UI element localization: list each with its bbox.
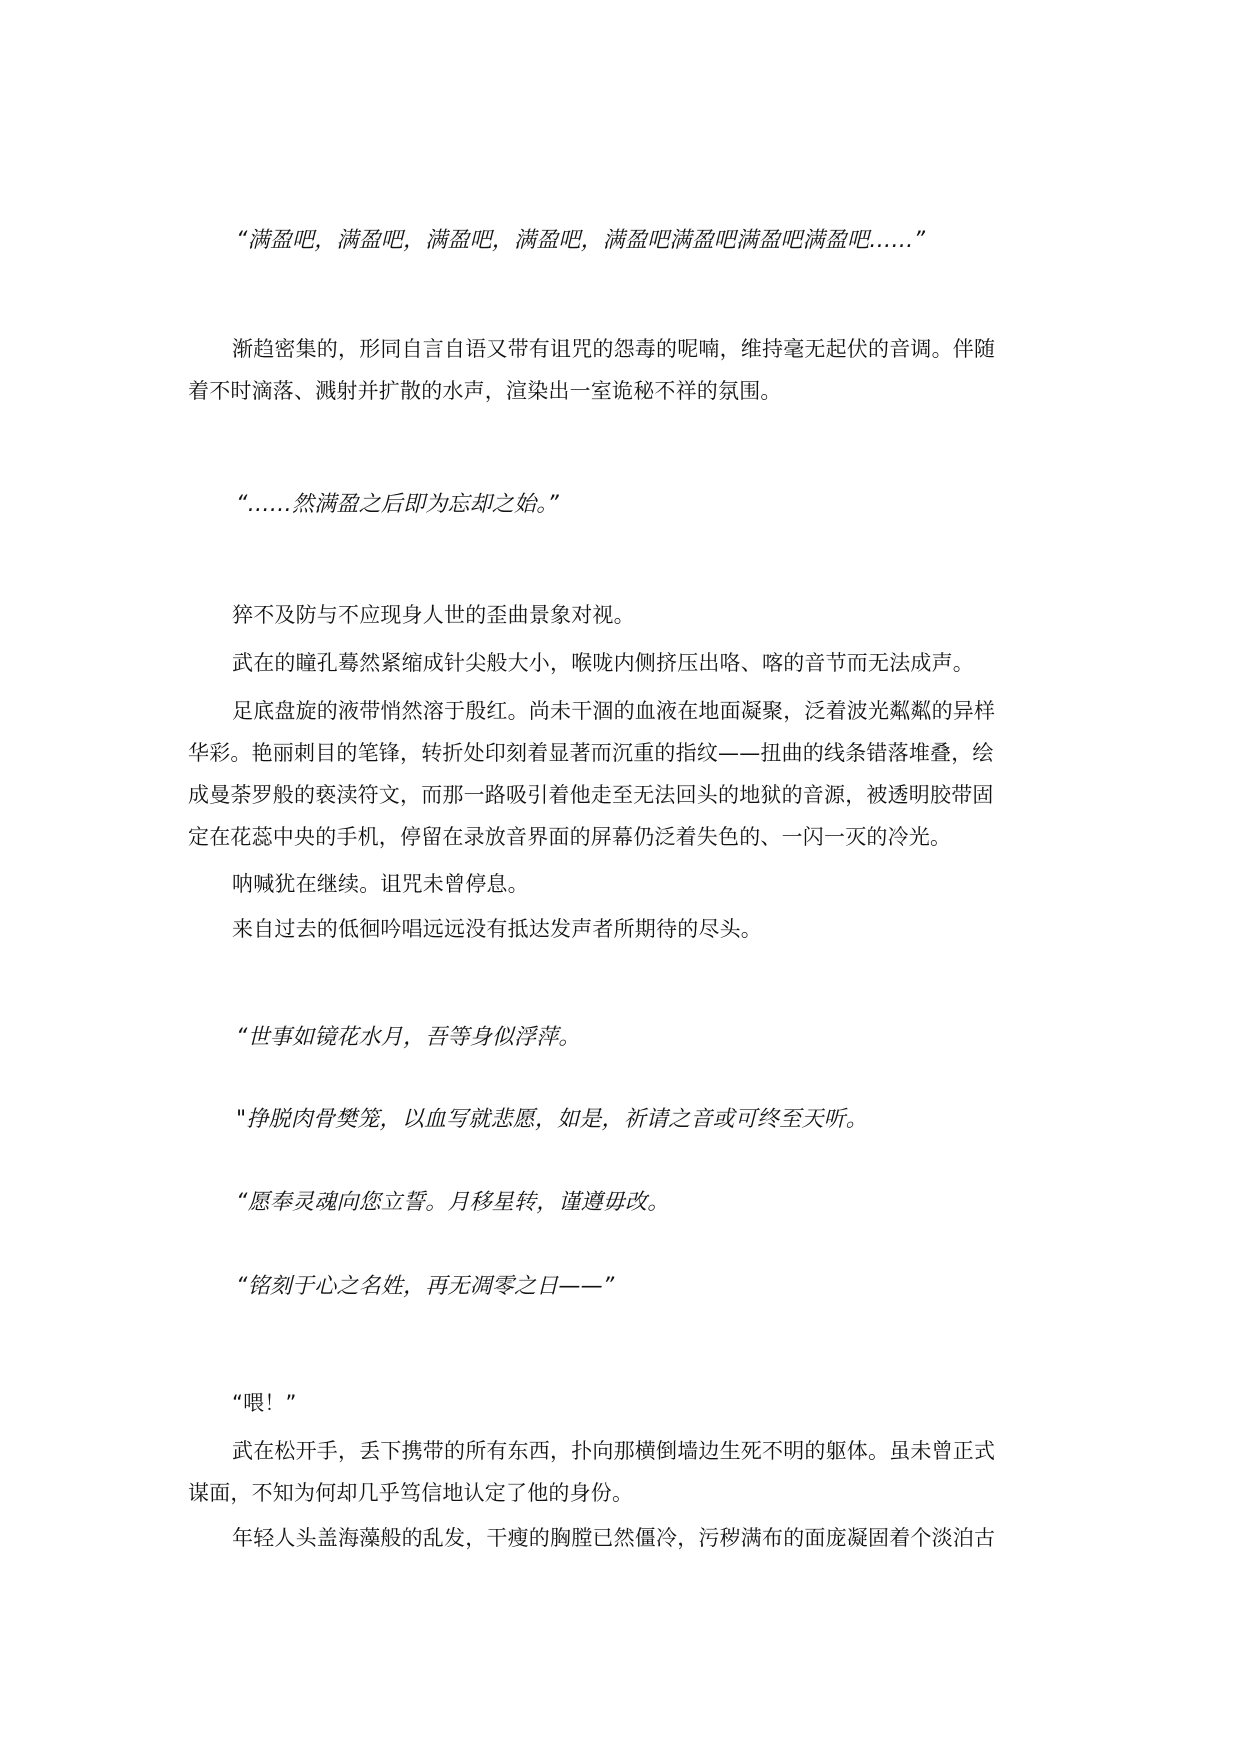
paragraph-line: 足底盘旋的液带悄然溶于殷红。尚未干涸的血液在地面凝聚，泛着波光粼粼的异样 bbox=[232, 699, 996, 723]
paragraph-line: 渐趋密集的，形同自言自语又带有诅咒的怨毒的呢喃，维持毫无起伏的音调。伴随 bbox=[232, 337, 996, 361]
paragraph-line: 成曼荼罗般的亵渎符文，而那一路吸引着他走至无法回头的地狱的音源，被透明胶带固 bbox=[188, 783, 994, 807]
paragraph-line: 武在松开手，丢下携带的所有东西，扑向那横倒墙边生死不明的躯体。虽未曾正式 bbox=[232, 1439, 996, 1463]
quote-line: “愿奉灵魂向您立誓。月移星转，谨遵毋改。 bbox=[236, 1190, 670, 1215]
paragraph-line: 呐喊犹在继续。诅咒未曾停息。 bbox=[232, 872, 529, 896]
quote-line: "挣脱肉骨樊笼，以血写就悲愿，如是，祈请之音或可终至天听。 bbox=[236, 1107, 868, 1132]
paragraph-line: 武在的瞳孔蓦然紧缩成针尖般大小，喉咙内侧挤压出咯、喀的音节而无法成声。 bbox=[232, 651, 974, 675]
quote-line: “铭刻于心之名姓，再无凋零之日——” bbox=[236, 1274, 615, 1299]
quote-line: “……然满盈之后即为忘却之始。” bbox=[236, 492, 559, 517]
paragraph-line: “喂！” bbox=[232, 1391, 297, 1415]
paragraph-line: 来自过去的低徊吟唱远远没有抵达发声者所期待的尽头。 bbox=[232, 917, 762, 941]
paragraph-line: 年轻人头盖海藻般的乱发，干瘦的胸膛已然僵冷，污秽满布的面庞凝固着个淡泊古 bbox=[232, 1526, 996, 1550]
paragraph-line: 谋面，不知为何却几乎笃信地认定了他的身份。 bbox=[188, 1481, 634, 1505]
paragraph-line: 定在花蕊中央的手机，停留在录放音界面的屏幕仍泛着失色的、一闪一灭的冷光。 bbox=[188, 825, 952, 849]
quote-line: “满盈吧，满盈吧，满盈吧，满盈吧，满盈吧满盈吧满盈吧满盈吧……” bbox=[236, 228, 926, 253]
paragraph-line: 猝不及防与不应现身人世的歪曲景象对视。 bbox=[232, 603, 635, 627]
paragraph-line: 着不时滴落、溅射并扩散的水声，渲染出一室诡秘不祥的氛围。 bbox=[188, 379, 782, 403]
paragraph-line: 华彩。艳丽刺目的笔锋，转折处印刻着显著而沉重的指纹——扭曲的线条错落堆叠，绘 bbox=[188, 741, 994, 765]
quote-line: “世事如镜花水月，吾等身似浮萍。 bbox=[236, 1025, 581, 1050]
